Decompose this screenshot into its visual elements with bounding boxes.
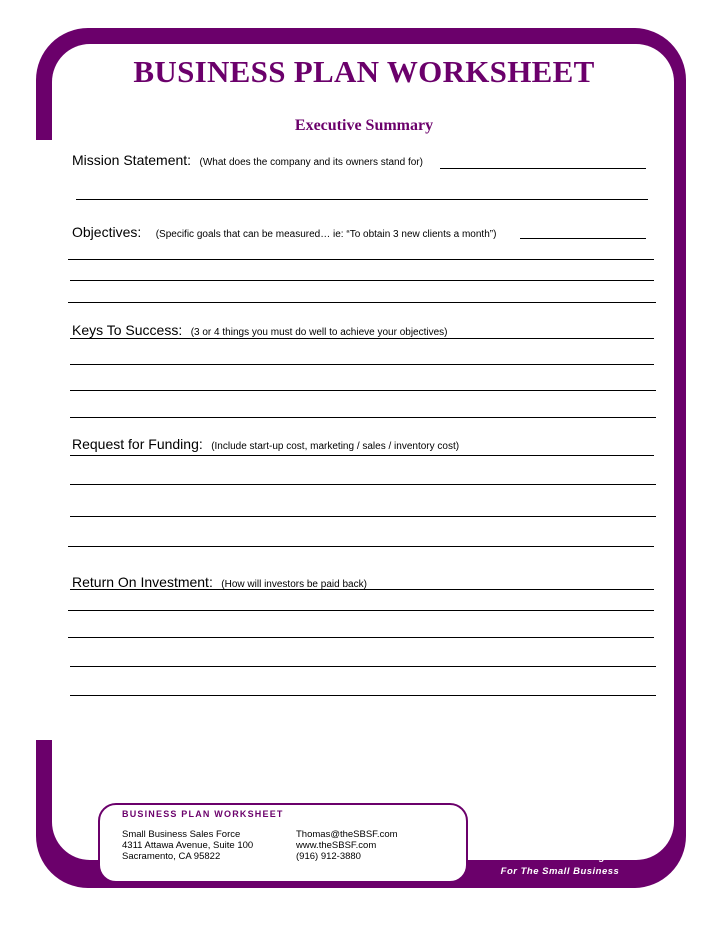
- keys-to-success-hint: (3 or 4 things you must do well to achieve your objectives): [190, 327, 448, 338]
- answer-line[interactable]: [70, 280, 654, 281]
- return-on-investment-hint: (How will investors be paid back): [221, 579, 367, 590]
- footer-website[interactable]: www.theSBSF.com: [296, 840, 377, 851]
- request-for-funding-label: Request for Funding:: [72, 436, 203, 452]
- footer-address-line2: Sacramento, CA 95822: [122, 851, 221, 862]
- footer-contact-block: [296, 829, 398, 862]
- answer-line[interactable]: [70, 390, 656, 391]
- answer-line[interactable]: [70, 455, 654, 456]
- page-title: BUSINESS PLAN WORKSHEET: [133, 54, 595, 89]
- footer-title: BUSINESS PLAN WORKSHEET: [122, 809, 284, 819]
- footer-tagline: [492, 837, 628, 879]
- answer-line[interactable]: [440, 168, 646, 169]
- answer-line[interactable]: [68, 546, 654, 547]
- mission-statement-label: Mission Statement:: [72, 152, 192, 168]
- mission-statement-hint: (What does the company and its owners stand for): [199, 157, 423, 168]
- left-margin-break: [0, 140, 72, 740]
- answer-line[interactable]: [70, 364, 654, 365]
- answer-line[interactable]: [70, 417, 656, 418]
- objectives-hint: (Specific goals that can be measured… ie: “To obtain 3 new clients a month”): [155, 229, 497, 240]
- request-for-funding-hint: (Include start-up cost, marketing / sales / inventory cost): [211, 441, 460, 452]
- answer-line[interactable]: [68, 259, 654, 260]
- answer-line[interactable]: [70, 338, 654, 339]
- objectives-prompt: [72, 224, 496, 242]
- footer-email[interactable]: Thomas@theSBSF.com: [296, 829, 398, 840]
- answer-line[interactable]: [68, 610, 654, 611]
- keys-to-success-label: Keys To Success:: [72, 322, 183, 338]
- answer-line[interactable]: [70, 589, 654, 590]
- footer-address-line1: 4311 Attawa Avenue, Suite 100: [122, 840, 254, 851]
- answer-line[interactable]: [70, 484, 656, 485]
- tagline-line1: Professional: [528, 838, 592, 849]
- tagline-line2: Sales & Marketing: [514, 852, 606, 863]
- footer-address-block: [122, 829, 253, 862]
- answer-line[interactable]: [70, 516, 656, 517]
- answer-line[interactable]: [76, 199, 648, 200]
- request-for-funding-prompt: [72, 436, 459, 454]
- answer-line[interactable]: [520, 238, 646, 239]
- answer-line[interactable]: [70, 695, 656, 696]
- return-on-investment-label: Return On Investment:: [72, 574, 213, 590]
- section-subtitle: Executive Summary: [294, 117, 434, 134]
- answer-line[interactable]: [68, 302, 656, 303]
- answer-line[interactable]: [68, 637, 654, 638]
- mission-statement-prompt: [72, 152, 423, 170]
- tagline-line3: For The Small Business: [500, 866, 620, 877]
- footer-phone: (916) 912-3880: [296, 851, 361, 862]
- answer-line[interactable]: [70, 666, 656, 667]
- objectives-label: Objectives:: [72, 224, 142, 240]
- footer-company: Small Business Sales Force: [122, 829, 241, 840]
